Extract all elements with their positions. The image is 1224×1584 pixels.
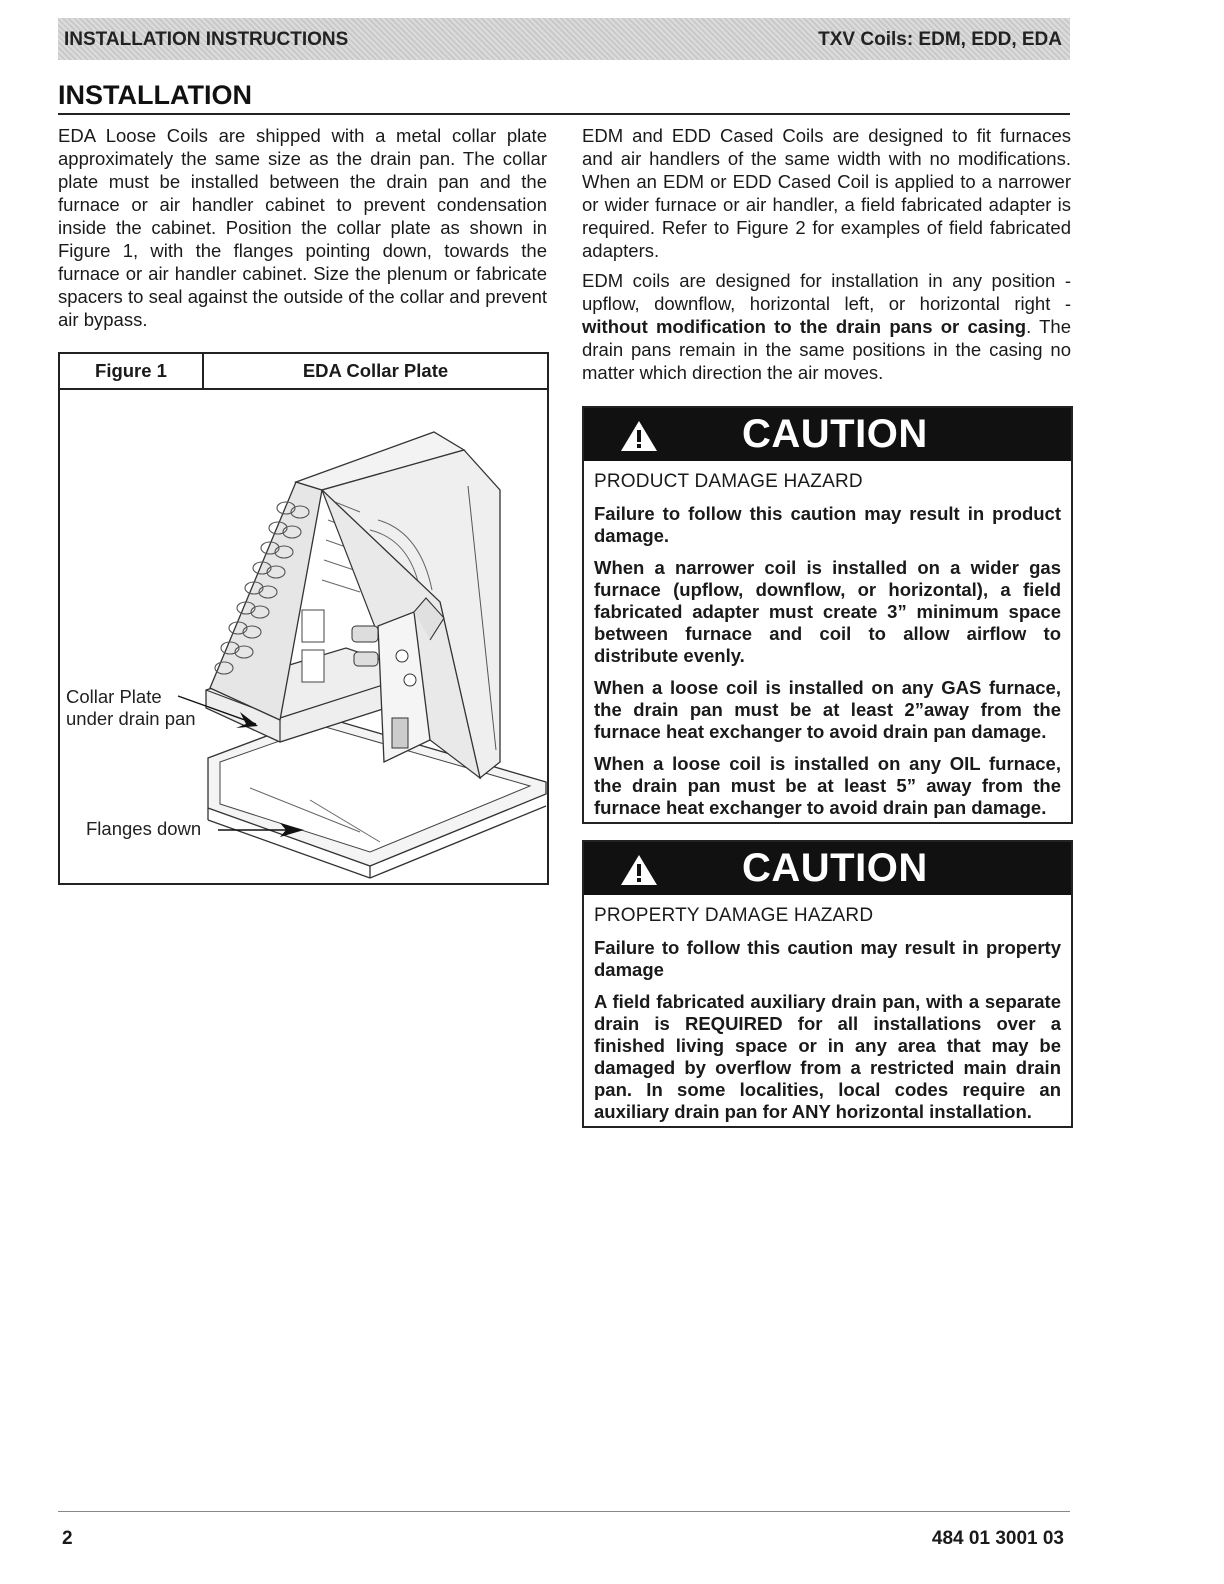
caution-body	[584, 461, 1071, 831]
label-flanges-down: Flanges down	[86, 818, 202, 839]
left-paragraph: EDA Loose Coils are shipped with a metal collar plate approximately the same size as the drain pan. The collar plate must be installed between the drain pan and the furnace or air handler cabinet to prevent condensation inside the cabinet. Position the collar plate as shown in Figure 1, with the flanges pointing down, towards the furnace or air handler cabinet. Size the plenum or fabricate spacers to seal against the outside of the collar and prevent air bypass.	[58, 125, 547, 330]
header-right-title: TXV Coils: EDM, EDD, EDA	[818, 29, 1062, 50]
figure-number: Figure 1	[60, 354, 204, 388]
header-left-title: INSTALLATION INSTRUCTIONS	[64, 29, 349, 50]
right-paragraph-2	[582, 269, 1071, 384]
right-column	[582, 124, 1071, 391]
caution-text-1: Failure to follow this caution may result in property damage	[594, 937, 1061, 980]
coil-illustration	[60, 390, 547, 883]
section-title: INSTALLATION	[58, 80, 252, 110]
caution-heading: CAUTION	[742, 846, 928, 890]
caution-body	[584, 895, 1071, 1135]
document-number: 484 01 3001 03	[931, 1528, 1064, 1549]
warning-triangle-icon	[620, 420, 658, 452]
caution-text-4: When a loose coil is installed on any OIL furnace, the drain pan must be at least 5” away from the furnace heat exchanger to avoid drain pan damage.	[594, 753, 1061, 818]
hazard-title: PRODUCT DAMAGE HAZARD	[594, 471, 863, 492]
p2-start: EDM coils are designed for installation in any position - upflow, downflow, horizontal left, or horizontal right -	[582, 270, 1071, 314]
figure-1	[58, 352, 549, 885]
figure-title: EDA Collar Plate	[302, 360, 449, 381]
warning-triangle-icon	[620, 854, 658, 886]
caution-text-2: When a narrower coil is installed on a wider gas furnace (upflow, downflow, or horizontal), a field fabricated adapter must create 3” minimum space between furnace and coil to allow airflow to distribute evenly.	[594, 557, 1061, 666]
footer-rule	[58, 1511, 1070, 1512]
page-header-bar	[58, 18, 1070, 60]
caution-text-1: Failure to follow this caution may result in product damage.	[594, 503, 1061, 546]
p2-end: . The drain pans remain in the same positions in the casing no matter which direction the air moves.	[582, 316, 1071, 383]
hazard-title: PROPERTY DAMAGE HAZARD	[594, 905, 874, 926]
right-paragraph-1: EDM and EDD Cased Coils are designed to fit furnaces and air handlers of the same width with no modifications. When an EDM or EDD Cased Coil is applied to a narrower or wider furnace or air handler, a field fabricated adapter is required. Refer to Figure 2 for examples of field fabricated adapters.	[582, 125, 1071, 261]
p2-bold: without modification to the drain pans or casing	[582, 316, 1027, 337]
title-rule	[58, 113, 1070, 115]
caution-header	[584, 842, 1071, 895]
caution-text-2: A field fabricated auxiliary drain pan, with a separate drain is REQUIRED for all installations over a finished living space or in any area that may be damaged by overflow from a restricted main drain pan. In some localities, local codes require an auxiliary drain pan for ANY horizontal installation.	[594, 991, 1061, 1122]
label-under-drain-pan: under drain pan	[66, 708, 196, 729]
caution-header	[584, 408, 1071, 461]
caution-box-product	[582, 406, 1073, 824]
caution-heading: CAUTION	[742, 412, 928, 456]
left-column	[58, 124, 547, 338]
page-number: 2	[62, 1528, 73, 1549]
label-collar-plate: Collar Plate	[66, 686, 162, 707]
figure-header	[60, 354, 547, 390]
caution-text-3: When a loose coil is installed on any GAS furnace, the drain pan must be at least 2”away from the furnace heat exchanger to avoid drain pan damage.	[594, 677, 1061, 742]
caution-box-property	[582, 840, 1073, 1128]
